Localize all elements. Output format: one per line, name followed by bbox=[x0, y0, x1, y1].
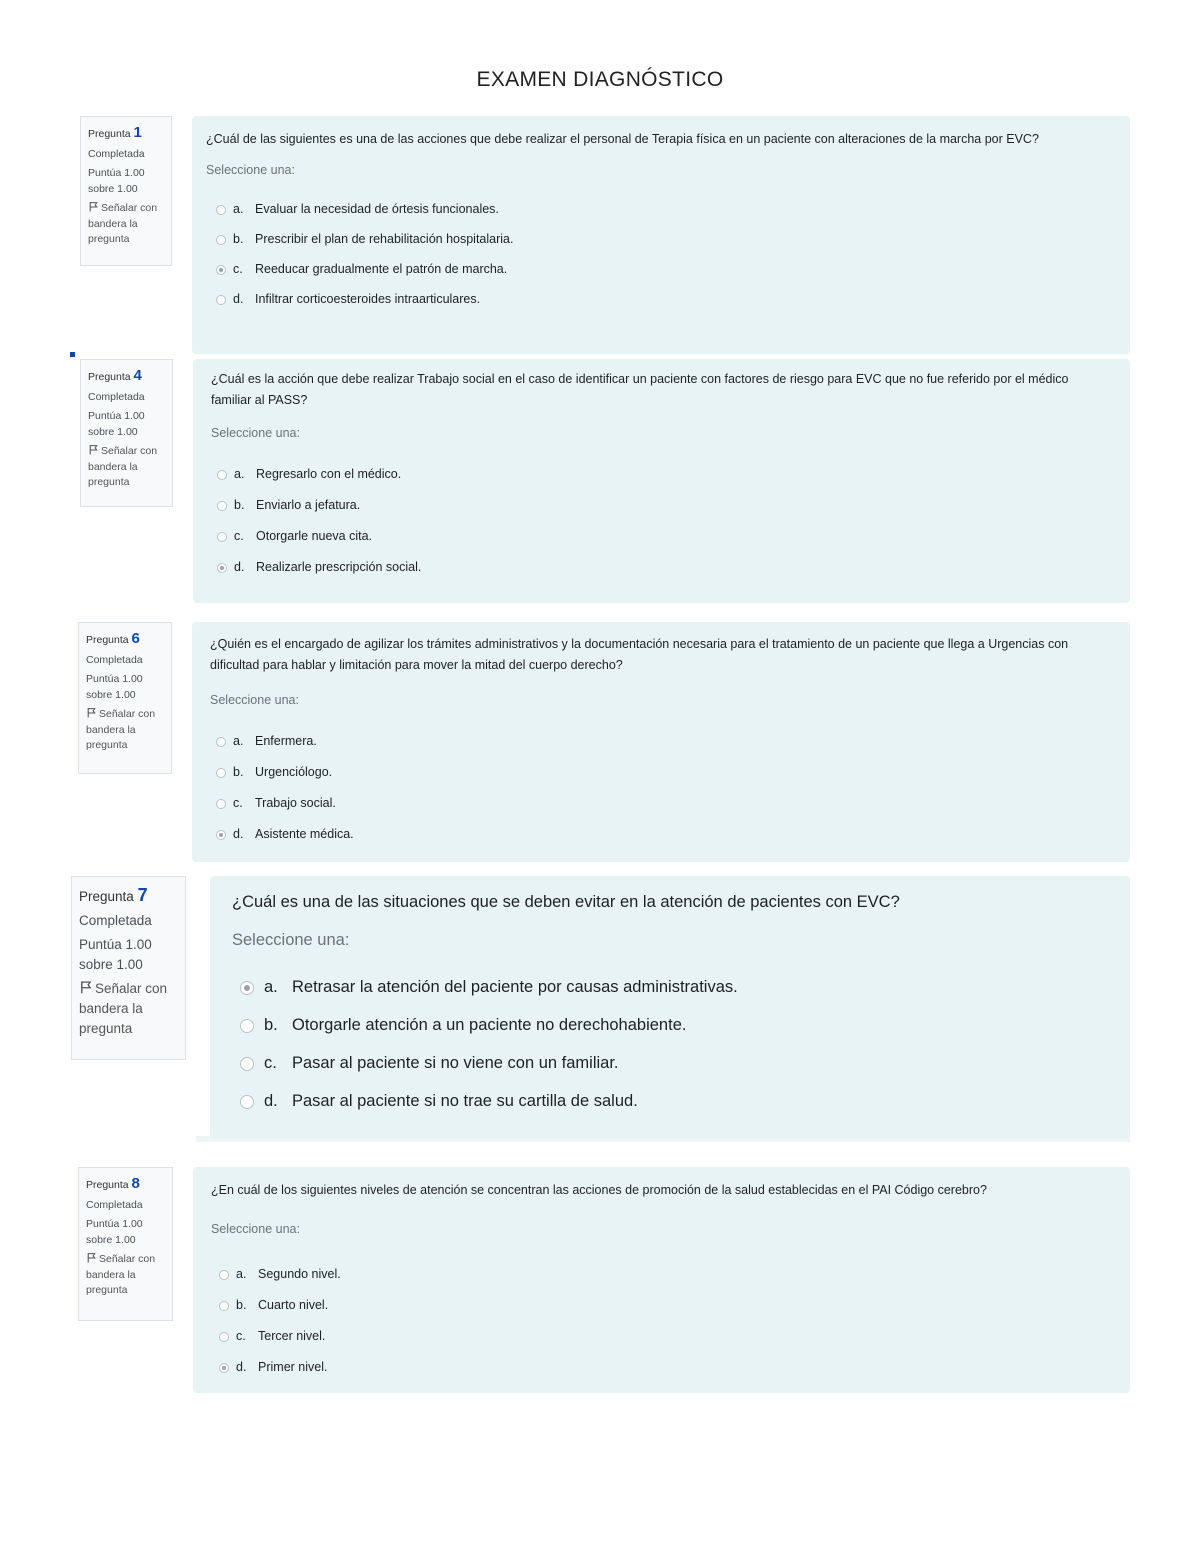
answer-option[interactable] bbox=[232, 1006, 1108, 1044]
answer-option[interactable] bbox=[210, 726, 1112, 757]
answer-option[interactable] bbox=[211, 521, 1112, 552]
answer-option[interactable] bbox=[206, 254, 1116, 284]
flag-icon bbox=[79, 980, 93, 994]
answer-letter: d. bbox=[233, 827, 244, 841]
answer-list bbox=[211, 1259, 1112, 1383]
answer-letter: d. bbox=[233, 292, 244, 306]
question-state: Completada bbox=[86, 1198, 143, 1211]
question-grade-line2: sobre 1.00 bbox=[86, 688, 136, 701]
flag-question-link[interactable] bbox=[86, 707, 164, 754]
flag-question-link[interactable] bbox=[88, 444, 165, 491]
question-state: Completada bbox=[79, 913, 152, 928]
answer-option[interactable] bbox=[206, 284, 1116, 314]
answer-option[interactable] bbox=[211, 490, 1112, 521]
answer-text: Retrasar la atención del paciente por causas administrativas. bbox=[292, 978, 738, 996]
question-info-box bbox=[78, 622, 172, 774]
answer-option[interactable] bbox=[211, 1352, 1112, 1383]
answer-option[interactable] bbox=[206, 194, 1116, 224]
question-text: ¿En cuál de los siguientes niveles de atención se concentran las acciones de promoción de la salud establecidas en el PAI Código cerebro? bbox=[211, 1183, 987, 1197]
answer-prompt: Seleccione una: bbox=[211, 426, 300, 440]
answer-list bbox=[206, 194, 1116, 314]
answer-text: Prescribir el plan de rehabilitación hospitalaria. bbox=[255, 232, 514, 246]
answer-letter: b. bbox=[234, 498, 245, 512]
answer-text: Realizarle prescripción social. bbox=[256, 560, 422, 574]
answer-text: Asistente médica. bbox=[255, 827, 354, 841]
question-state: Completada bbox=[86, 653, 143, 666]
answer-letter: a. bbox=[264, 978, 278, 996]
answer-radio[interactable] bbox=[219, 1332, 229, 1342]
flag-question-link[interactable] bbox=[86, 1252, 165, 1299]
answer-letter: c. bbox=[233, 796, 243, 810]
answer-radio[interactable] bbox=[240, 1019, 254, 1033]
question-text: ¿Cuál es la acción que debe realizar Trabajo social en el caso de identificar un paciente con factores de riesgo para EVC que no fue referido por el médico familiar al PASS? bbox=[211, 372, 1069, 407]
flag-line-1 bbox=[79, 979, 178, 999]
answer-letter: a. bbox=[233, 202, 244, 216]
answer-radio[interactable] bbox=[216, 768, 226, 778]
answer-list bbox=[232, 968, 1108, 1120]
answer-radio[interactable] bbox=[216, 235, 226, 245]
flag-line-2: bandera la bbox=[86, 1268, 136, 1281]
flag-label: Señalar con bbox=[101, 202, 158, 214]
question-number: 1 bbox=[133, 124, 142, 141]
answer-letter: b. bbox=[233, 232, 244, 246]
answer-text: Infiltrar corticoesteroides intraarticulares. bbox=[255, 292, 481, 306]
question-grade-line1: Puntúa 1.00 bbox=[86, 1218, 143, 1230]
answer-option[interactable] bbox=[210, 819, 1112, 850]
flag-label: Señalar con bbox=[99, 708, 156, 720]
answer-letter: c. bbox=[233, 262, 243, 276]
answer-radio[interactable] bbox=[217, 470, 227, 480]
answer-text: Primer nivel. bbox=[258, 1360, 328, 1374]
flag-line-2: bandera la bbox=[79, 1001, 143, 1016]
answer-radio[interactable] bbox=[240, 1057, 254, 1071]
question-info-box bbox=[78, 1167, 173, 1321]
answer-list bbox=[211, 459, 1112, 583]
flag-label: Señalar con bbox=[95, 981, 168, 996]
answer-option[interactable] bbox=[211, 459, 1112, 490]
answer-text: Urgenciólogo. bbox=[255, 765, 333, 779]
question-grade-line1: Puntúa 1.00 bbox=[79, 937, 152, 952]
answer-radio[interactable] bbox=[219, 1270, 229, 1280]
flag-line-2: bandera la bbox=[88, 217, 138, 230]
flag-icon bbox=[86, 1252, 97, 1263]
question-number-line bbox=[86, 1176, 165, 1194]
answer-text: Pasar al paciente si no viene con un familiar. bbox=[292, 1054, 619, 1072]
flag-line-3: pregunta bbox=[88, 233, 130, 245]
flag-line-3: pregunta bbox=[86, 1284, 128, 1296]
flag-line-3: pregunta bbox=[86, 739, 128, 751]
answer-letter: b. bbox=[233, 765, 244, 779]
answer-text: Regresarlo con el médico. bbox=[256, 467, 402, 481]
flag-question-link[interactable] bbox=[79, 979, 178, 1039]
flag-label: Señalar con bbox=[101, 445, 158, 457]
answer-text: Enviarlo a jefatura. bbox=[256, 498, 361, 512]
answer-radio[interactable] bbox=[216, 295, 226, 305]
answer-prompt: Seleccione una: bbox=[232, 931, 350, 949]
answer-text: Enfermera. bbox=[255, 734, 317, 748]
question-number-line bbox=[79, 885, 178, 907]
answer-option[interactable] bbox=[211, 1321, 1112, 1352]
answer-radio[interactable] bbox=[217, 563, 227, 573]
answer-option[interactable] bbox=[206, 224, 1116, 254]
answer-text: Evaluar la necesidad de órtesis funcionales. bbox=[255, 202, 499, 216]
answer-option[interactable] bbox=[210, 788, 1112, 819]
question-content-panel bbox=[192, 116, 1130, 354]
question-info-box bbox=[71, 876, 186, 1060]
question-text: ¿Cuál de las siguientes es una de las acciones que debe realizar el personal de Terapia física en un paciente con alteraciones de la marcha por EVC? bbox=[206, 132, 1039, 146]
answer-text: Reeducar gradualmente el patrón de marcha. bbox=[255, 262, 508, 276]
answer-radio[interactable] bbox=[219, 1301, 229, 1311]
question-grade-line1: Puntúa 1.00 bbox=[86, 673, 143, 685]
flag-question-link[interactable] bbox=[88, 201, 164, 248]
answer-option[interactable] bbox=[232, 1082, 1108, 1120]
flag-label: Señalar con bbox=[99, 1253, 156, 1265]
question-text: ¿Quién es el encargado de agilizar los trámites administrativos y la documentación necesaria para el tratamiento de un paciente que llega a Urgencias con dificultad para hablar y limitación para mover la mitad del cuerpo derecho? bbox=[210, 637, 1069, 672]
question-info-box bbox=[80, 359, 173, 507]
answer-radio[interactable] bbox=[216, 799, 226, 809]
answer-text: Otorgarle nueva cita. bbox=[256, 529, 373, 543]
answer-radio[interactable] bbox=[240, 1095, 254, 1109]
question-number: 6 bbox=[131, 630, 140, 647]
question-label: Pregunta bbox=[86, 634, 129, 646]
flag-line-1 bbox=[88, 444, 165, 460]
answer-radio[interactable] bbox=[217, 532, 227, 542]
page-title: EXAMEN DIAGNÓSTICO bbox=[476, 68, 724, 91]
question-content-panel bbox=[192, 622, 1130, 862]
question-label: Pregunta bbox=[88, 128, 131, 140]
flag-line-2: bandera la bbox=[86, 723, 136, 736]
answer-letter: c. bbox=[264, 1054, 277, 1072]
answer-prompt: Seleccione una: bbox=[210, 693, 299, 707]
question-grade-line1: Puntúa 1.00 bbox=[88, 410, 145, 422]
answer-prompt: Seleccione una: bbox=[211, 1222, 300, 1236]
answer-letter: d. bbox=[234, 560, 245, 574]
answer-text: Pasar al paciente si no trae su cartilla de salud. bbox=[292, 1092, 638, 1110]
answer-option[interactable] bbox=[211, 1259, 1112, 1290]
answer-text: Cuarto nivel. bbox=[258, 1298, 329, 1312]
question-number-line bbox=[88, 125, 164, 143]
question-info-box bbox=[80, 116, 172, 266]
answer-letter: d. bbox=[236, 1360, 247, 1374]
answer-radio[interactable] bbox=[219, 1363, 229, 1373]
answer-text: Otorgarle atención a un paciente no derechohabiente. bbox=[292, 1016, 687, 1034]
question-grade-line2: sobre 1.00 bbox=[88, 425, 138, 438]
answer-text: Segundo nivel. bbox=[258, 1267, 341, 1281]
flag-icon bbox=[88, 201, 99, 212]
flag-line-1 bbox=[88, 201, 164, 217]
question-label: Pregunta bbox=[88, 371, 131, 383]
answer-radio[interactable] bbox=[216, 205, 226, 215]
answer-radio[interactable] bbox=[216, 265, 226, 275]
answer-letter: d. bbox=[264, 1092, 278, 1110]
question-grade-line1: Puntúa 1.00 bbox=[88, 167, 145, 179]
answer-prompt: Seleccione una: bbox=[206, 163, 295, 177]
answer-radio[interactable] bbox=[240, 981, 254, 995]
answer-text: Trabajo social. bbox=[255, 796, 336, 810]
question-grade-line2: sobre 1.00 bbox=[86, 1233, 136, 1246]
question-content-panel bbox=[193, 1167, 1130, 1393]
answer-option[interactable] bbox=[211, 552, 1112, 583]
flag-line-2: bandera la bbox=[88, 460, 138, 473]
question-state: Completada bbox=[88, 147, 145, 160]
flag-icon bbox=[86, 707, 97, 718]
answer-letter: c. bbox=[234, 529, 244, 543]
question-label: Pregunta bbox=[79, 889, 134, 904]
question-number-line bbox=[86, 631, 164, 649]
answer-option[interactable] bbox=[210, 757, 1112, 788]
question-text: ¿Cuál es una de las situaciones que se deben evitar en la atención de pacientes con EVC? bbox=[232, 893, 900, 911]
answer-radio[interactable] bbox=[216, 737, 226, 747]
flag-line-1 bbox=[86, 1252, 165, 1268]
answer-option[interactable] bbox=[232, 968, 1108, 1006]
page-marker bbox=[70, 352, 75, 357]
answer-radio[interactable] bbox=[216, 830, 226, 840]
answer-letter: a. bbox=[233, 734, 244, 748]
flag-icon bbox=[88, 444, 99, 455]
question-content-panel bbox=[193, 359, 1130, 603]
answer-letter: b. bbox=[236, 1298, 247, 1312]
answer-letter: a. bbox=[234, 467, 245, 481]
question-label: Pregunta bbox=[86, 1179, 129, 1191]
answer-radio[interactable] bbox=[217, 501, 227, 511]
answer-text: Tercer nivel. bbox=[258, 1329, 326, 1343]
flag-line-1 bbox=[86, 707, 164, 723]
answer-option[interactable] bbox=[232, 1044, 1108, 1082]
question-number: 4 bbox=[133, 367, 142, 384]
flag-line-3: pregunta bbox=[88, 476, 130, 488]
answer-letter: c. bbox=[236, 1329, 246, 1343]
answer-list bbox=[210, 726, 1112, 850]
question-grade-line2: sobre 1.00 bbox=[79, 957, 143, 972]
answer-option[interactable] bbox=[211, 1290, 1112, 1321]
question-content-panel bbox=[210, 876, 1130, 1138]
question-number-line bbox=[88, 368, 165, 386]
question-number: 7 bbox=[137, 885, 148, 905]
answer-letter: a. bbox=[236, 1267, 247, 1281]
question-grade-line2: sobre 1.00 bbox=[88, 182, 138, 195]
answer-letter: b. bbox=[264, 1016, 278, 1034]
question-state: Completada bbox=[88, 390, 145, 403]
flag-line-3: pregunta bbox=[79, 1021, 133, 1036]
question-number: 8 bbox=[131, 1175, 140, 1192]
